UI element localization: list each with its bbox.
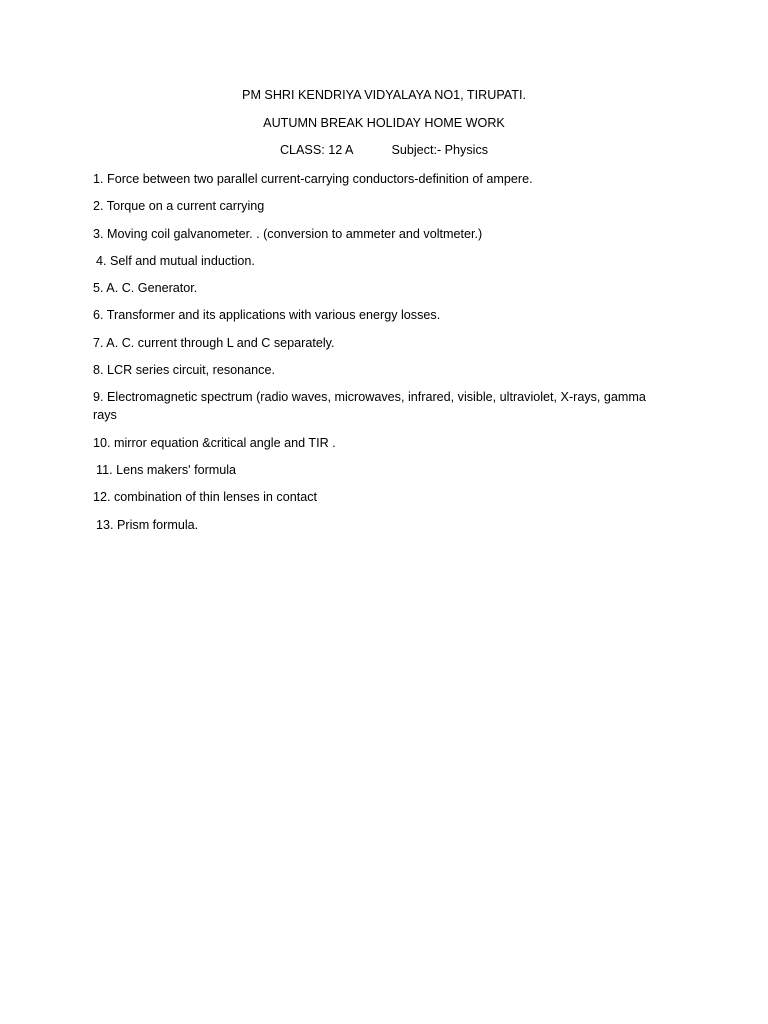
class-subject-line [0, 143, 768, 157]
list-item: 13. Prism formula. [96, 517, 199, 532]
list-item: 2. Torque on a current carrying [93, 199, 265, 214]
document-title: AUTUMN BREAK HOLIDAY HOME WORK [263, 116, 505, 130]
list-item: 9. Electromagnetic spectrum (radio waves, microwaves, infrared, visible, ultraviolet, X-rays, gamma rays [93, 390, 646, 423]
list-item: 5. A. C. Generator. [93, 281, 198, 296]
list-item: 12. combination of thin lenses in contact [93, 490, 318, 505]
homework-list [93, 170, 673, 543]
list-item: 3. Moving coil galvanometer. . (conversion to ammeter and voltmeter.) [93, 226, 483, 241]
list-item: 6. Transformer and its applications with various energy losses. [93, 308, 441, 323]
list-item: 1. Force between two parallel current-carrying conductors-definition of ampere. [93, 172, 533, 186]
list-item: 4. Self and mutual induction. [96, 253, 255, 268]
subject-label: Subject:- Physics [391, 143, 489, 157]
class-label: CLASS: 12 A [279, 143, 354, 157]
list-item: 10. mirror equation &critical angle and TIR . [93, 435, 336, 450]
list-item: 7. A. C. current through L and C separately. [93, 335, 335, 350]
list-item: 8. LCR series circuit, resonance. [93, 363, 275, 378]
list-item: 11. Lens makers' formula [96, 462, 237, 477]
school-name: PM SHRI KENDRIYA VIDYALAYA NO1, TIRUPATI. [242, 88, 526, 102]
